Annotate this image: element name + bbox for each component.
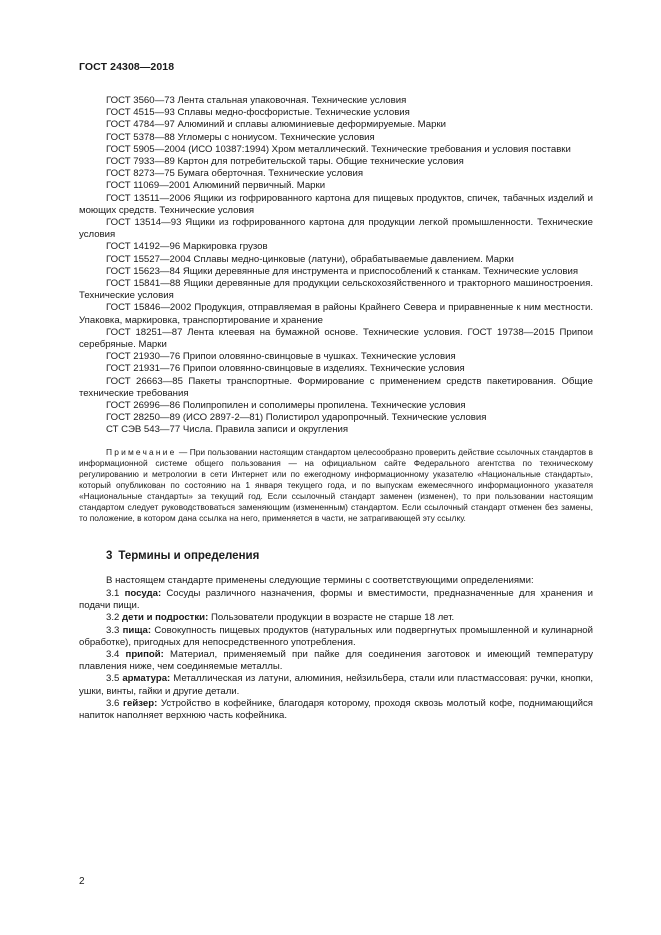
term-text: Устройство в кофейнике, благодаря которому, проходя сквозь молотый кофе, поднимающийся напиток наполняет верхнюю часть кофейника. [79, 697, 593, 721]
terms-list [79, 588, 593, 722]
term-number: 3.4 [106, 648, 120, 660]
reference-item: ГОСТ 14192—96 Маркировка грузов [106, 241, 268, 253]
reference-item: ГОСТ 15623—84 Ящики деревянные для инструмента и приспособлений к станкам. Технические условия [106, 265, 579, 277]
term-definition [79, 588, 593, 612]
term-number: 3.6 [106, 697, 120, 709]
term-name: пища: [122, 624, 152, 636]
page-content [79, 95, 593, 722]
section-intro: В настоящем стандарте применены следующие термины с соответствующими определениями: [106, 574, 534, 586]
reference-item: ГОСТ 13511—2006 Ящики из гофрированного картона для пищевых продуктов, спичек, табачных изделий и моющих средств. Технические условия [79, 192, 593, 216]
term-name: посуда: [124, 587, 162, 599]
term-text: Пользователи продукции в возрасте не старше 18 лет. [208, 612, 455, 624]
term-number: 3.2 [106, 612, 120, 624]
reference-item: ГОСТ 4784—97 Алюминий и сплавы алюминиевые деформируемые. Марки [106, 119, 447, 131]
term-number: 3.1 [106, 587, 120, 599]
reference-item: СТ СЭВ 543—77 Числа. Правила записи и округления [106, 424, 349, 436]
term-definition [79, 612, 593, 624]
reference-item: ГОСТ 3560—73 Лента стальная упаковочная. Технические условия [106, 95, 407, 106]
term-number: 3.5 [106, 673, 120, 685]
reference-item: ГОСТ 26996—86 Полипропилен и сополимеры пропилена. Технические условия [106, 400, 466, 412]
reference-item: ГОСТ 5905—2004 (ИСО 10387:1994) Хром металлический. Технические требования и условия поставки [106, 143, 571, 155]
reference-item: ГОСТ 11069—2001 Алюминий первичный. Марки [106, 180, 326, 192]
note-label: Примечание [106, 446, 177, 457]
term-definition [79, 649, 593, 673]
reference-item: ГОСТ 28250—89 (ИСО 2897-2—81) Полистирол ударопрочный. Технические условия [106, 412, 487, 424]
term-text: Материал, применяемый при пайке для соединения заготовок и имеющий температуру плавления ниже, чем соединяемые металлы. [79, 648, 593, 673]
note-text: — При пользовании настоящим стандартом целесообразно проверить действие ссылочных стандартов в информационной системе общего пользования — на официальном сайте Федерального агентства по техническому регулированию и метрологии в сети Интернет или по ежегодному информационному указателю «Национальные стандарты», который опубликован по состоянию на 1 января текущего года, и по выпускам ежемесячного информационного указателя «Национальные стандарты» за текущий год. Если ссылочный стандарт заменен (изменен), то при пользовании настоящим стандартом следует руководствоваться заменяющим (измененным) стандартом. Если ссылочный стандарт отменен без замены, то положение, в котором дана ссылка на него, применяется в части, не затрагивающей эту ссылку. [79, 446, 593, 523]
reference-item: ГОСТ 15527—2004 Сплавы медно-цинковые (латуни), обрабатываемые давлением. Марки [106, 253, 514, 265]
term-name: гейзер: [123, 697, 158, 709]
references-note [79, 447, 593, 524]
reference-item: ГОСТ 5378—88 Угломеры с нониусом. Технические условия [106, 131, 375, 143]
reference-item: ГОСТ 7933—89 Картон для потребительской тары. Общие технические условия [106, 156, 464, 168]
term-name: припой: [125, 648, 164, 660]
reference-item: ГОСТ 8273—75 Бумага оберточная. Технические условия [106, 168, 364, 180]
term-number: 3.3 [106, 624, 120, 636]
term-name: дети и подростки: [122, 612, 209, 624]
reference-item: ГОСТ 4515—93 Сплавы медно-фосфористые. Технические условия [106, 107, 410, 119]
reference-item: ГОСТ 21931—76 Припои оловянно-свинцовые в изделиях. Технические условия [106, 363, 465, 375]
reference-item: ГОСТ 15846—2002 Продукция, отправляемая в районы Крайнего Севера и приравненные к ним местности. Упаковка, маркировка, транспортирование и хранение [79, 302, 593, 326]
reference-item: ГОСТ 18251—87 Лента клеевая на бумажной основе. Технические условия. ГОСТ 19738—2015 Припои серебряные. Марки [79, 326, 593, 351]
page-number: 2 [79, 876, 85, 887]
section-heading [79, 550, 593, 562]
reference-item: ГОСТ 15841—88 Ящики деревянные для продукции сельскохозяйственного и тракторного машиностроения. Технические условия [79, 278, 593, 302]
term-text: Совокупность пищевых продуктов (натуральных или подвергнутых промышленной и кулинарной обработке), пригодных для непосредственного употребления. [79, 624, 593, 648]
term-text: Металлическая из латуни, алюминия, нейзильбера, стали или пластмассовая: ручки, кнопки, ушки, винты, гайки и другие детали. [79, 673, 593, 697]
section-number: 3 [106, 549, 113, 562]
normative-references-list [79, 95, 593, 437]
page-header-standard-code: ГОСТ 24308—2018 [79, 61, 175, 73]
term-text: Сосуды различного назначения, формы и вместимости, предназначенные для хранения и подачи пищи. [79, 587, 594, 612]
reference-item: ГОСТ 21930—76 Припои оловянно-свинцовые в чушках. Технические условия [106, 351, 456, 363]
term-definition [79, 625, 593, 649]
term-name: арматура: [122, 673, 171, 685]
term-definition [79, 673, 593, 697]
reference-item: ГОСТ 13514—93 Ящики из гофрированного картона для продукции легкой промышленности. Технические условия [79, 217, 593, 241]
section-title: Термины и определения [118, 549, 260, 562]
reference-item: ГОСТ 26663—85 Пакеты транспортные. Формирование с применением средств пакетирования. Общие технические требования [79, 375, 593, 399]
term-definition [79, 698, 593, 722]
